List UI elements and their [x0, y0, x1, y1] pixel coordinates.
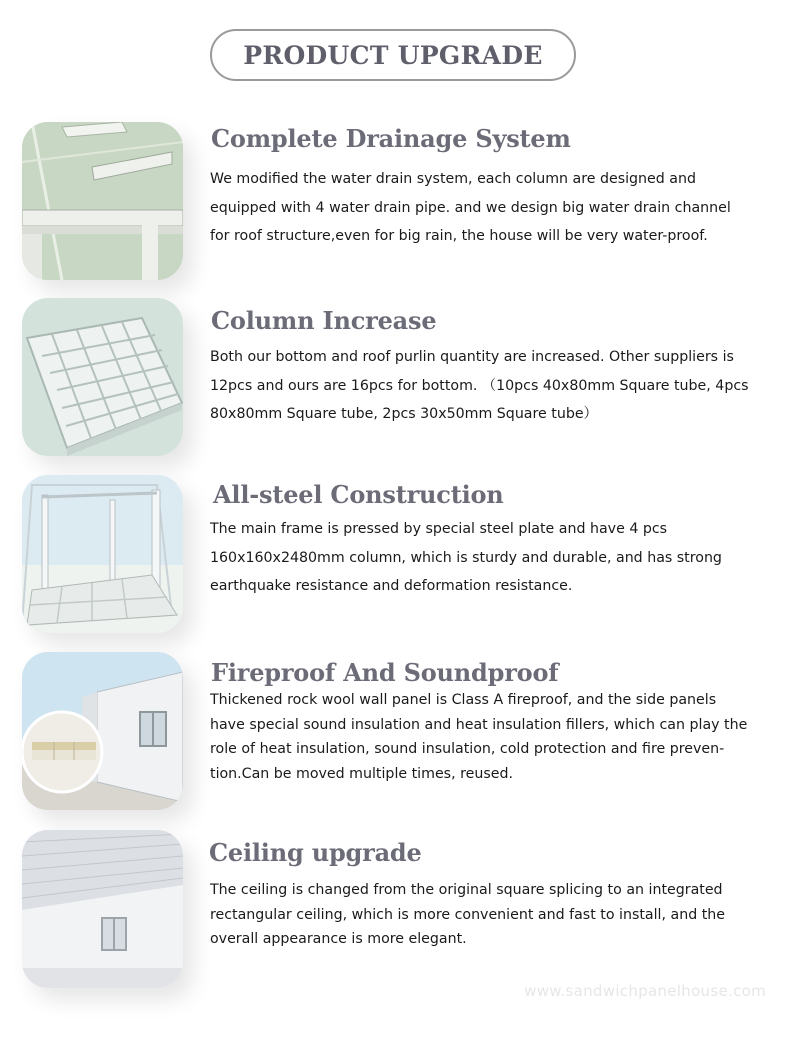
all-steel-image	[22, 475, 183, 633]
section-description: The main frame is pressed by special steel plate and have 4 pcs 160x160x2480mm column, which is sturdy and durable, and has strong earthquake resistance and deformation resistance.	[210, 521, 722, 594]
column-increase-image	[22, 298, 183, 456]
page-header	[210, 29, 576, 81]
section-title: Column Increase	[211, 306, 437, 335]
drainage-image	[22, 122, 183, 280]
section-description: The ceiling is changed from the original square splicing to an integrated rectangular ceiling, which is more convenient and fast to install, and the overall appearance is more elegant.	[210, 882, 725, 947]
section-title: Fireproof And Soundproof	[211, 658, 559, 687]
section-title: Ceiling upgrade	[209, 838, 422, 867]
fireproof-image	[22, 652, 183, 810]
section-description: Both our bottom and roof purlin quantity are increased. Other suppliers is 12pcs and ours are 16pcs for bottom. （10pcs 40x80mm Square tube, 4pcs 80x80mm Square tube, 2pcs 30x50mm Square tube）	[210, 349, 749, 422]
page-title: PRODUCT UPGRADE	[243, 40, 543, 70]
section-description: We modified the water drain system, each column are designed and equipped with 4 water drain pipe. and we design big water drain channel for roof structure,even for big rain, the house will be very water-proof.	[210, 171, 731, 244]
section-description: Thickened rock wool wall panel is Class A fireproof, and the side panels have special sound insulation and heat insulation fillers, which can play the role of heat insulation, sound insulation, cold protection and fire preven- tion.Can be moved multiple times, reused.	[210, 692, 748, 782]
section-title: Complete Drainage System	[211, 124, 571, 153]
ceiling-image	[22, 830, 183, 988]
watermark: www.sandwichpanelhouse.com	[524, 982, 766, 1000]
section-title: All-steel Construction	[213, 480, 504, 509]
